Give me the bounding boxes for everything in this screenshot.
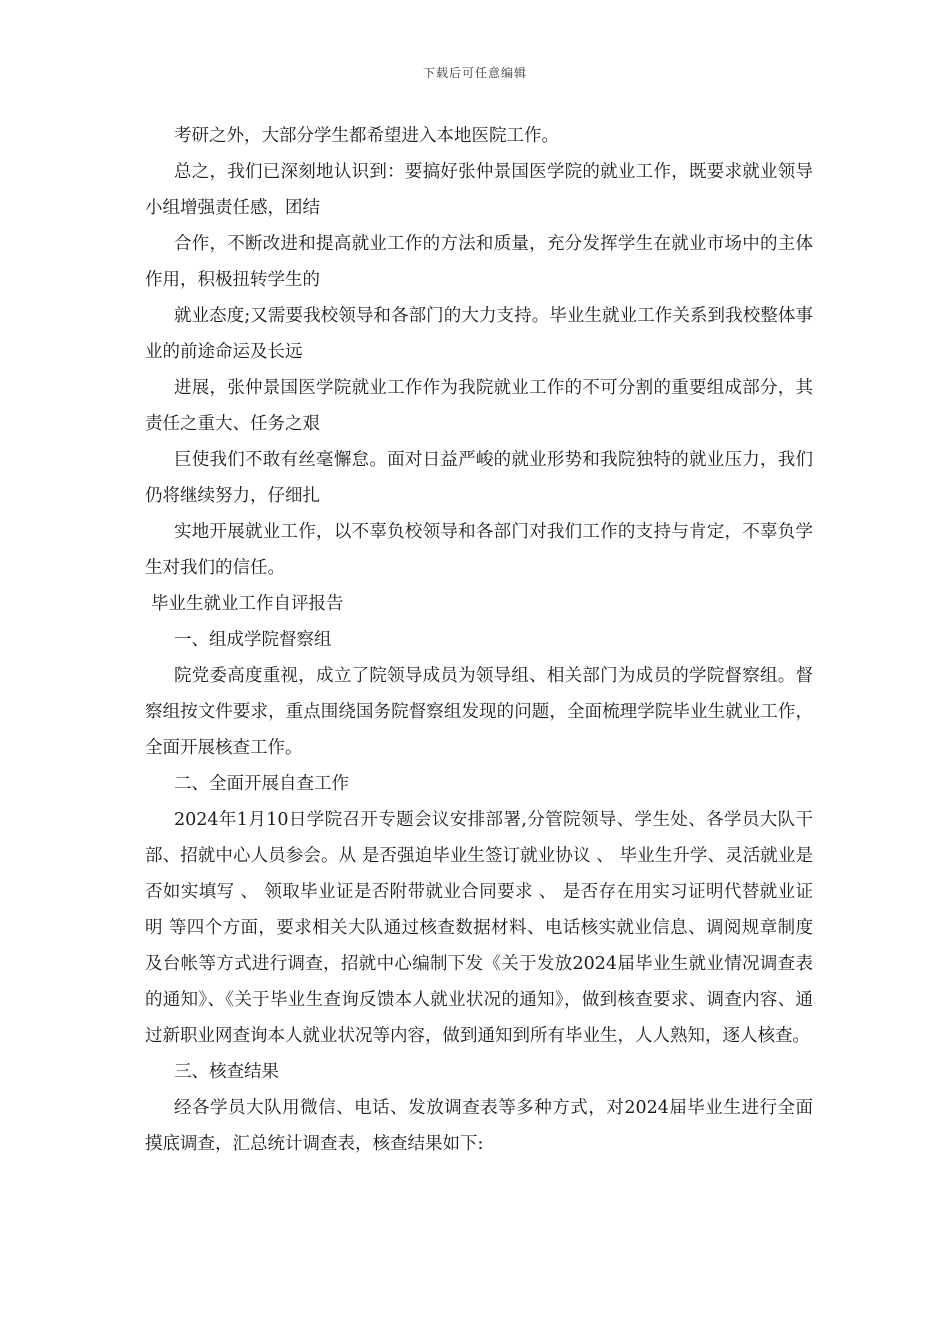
paragraph: 实地开展就业工作，以不辜负校领导和各部门对我们工作的支持与肯定，不辜负学生对我们的信任。 bbox=[145, 522, 813, 578]
report-title: 毕业生就业工作自评报告 bbox=[151, 594, 344, 614]
paragraph: 院党委高度重视，成立了院领导成员为领导组、相关部门为成员的学院督察组。督察组按文件要求，重点围绕国务院督察组发现的问题，全面梳理学院毕业生就业工作，全面开展核查工作。 bbox=[145, 666, 813, 758]
paragraph: 2024年1月10日学院召开专题会议安排部署,分管院领导、学生处、各学员大队干部、招就中心人员参会。从 是否强迫毕业生签订就业协议 、 毕业生升学、灵活就业是否如实填写 、 领取毕业证是否附带就业合同要求 、 是否存在用实习证明代替就业证明 等四个方面，要求相关大队通过核查数据材料、电话核实就业信息、调阅规章制度及台帐等方式进行调查，招就中心编制下发《关于发放2024届毕业生就业情况调查表的通知》、《关于毕业生查询反馈本人就业状况的通知》，做到核查要求、调查内容、通过新职业网查询本人就业状况等内容，做到通知到所有毕业生，人人熟知，逐人核查。 bbox=[145, 810, 813, 1046]
paragraph: 考研之外，大部分学生都希望进入本地医院工作。 bbox=[174, 126, 559, 146]
paragraph: 巨使我们不敢有丝毫懈怠。面对日益严峻的就业形势和我院独特的就业压力，我们仍将继续努力，仔细扎 bbox=[145, 450, 813, 506]
header-note: 下载后可任意编辑 bbox=[422, 66, 527, 80]
paragraph: 经各学员大队用微信、电话、发放调查表等多种方式，对2024届毕业生进行全面摸底调查，汇总统计调查表，核查结果如下: bbox=[145, 1098, 813, 1154]
section-heading-1: 一、组成学院督察组 bbox=[174, 630, 332, 650]
paragraph: 总之，我们已深刻地认识到：要搞好张仲景国医学院的就业工作，既要求就业领导小组增强责任感，团结 bbox=[145, 162, 813, 218]
paragraph: 合作，不断改进和提高就业工作的方法和质量，充分发挥学生在就业市场中的主体作用，积极扭转学生的 bbox=[145, 234, 813, 290]
paragraph: 就业态度;又需要我校领导和各部门的大力支持。毕业生就业工作关系到我校整体事业的前途命运及长远 bbox=[145, 306, 813, 362]
section-heading-3: 三、核查结果 bbox=[174, 1062, 279, 1082]
paragraph: 进展，张仲景国医学院就业工作作为我院就业工作的不可分割的重要组成部分，其责任之重大、任务之艰 bbox=[145, 378, 813, 434]
section-heading-2: 二、全面开展自查工作 bbox=[174, 774, 349, 794]
document-body bbox=[145, 118, 813, 1162]
